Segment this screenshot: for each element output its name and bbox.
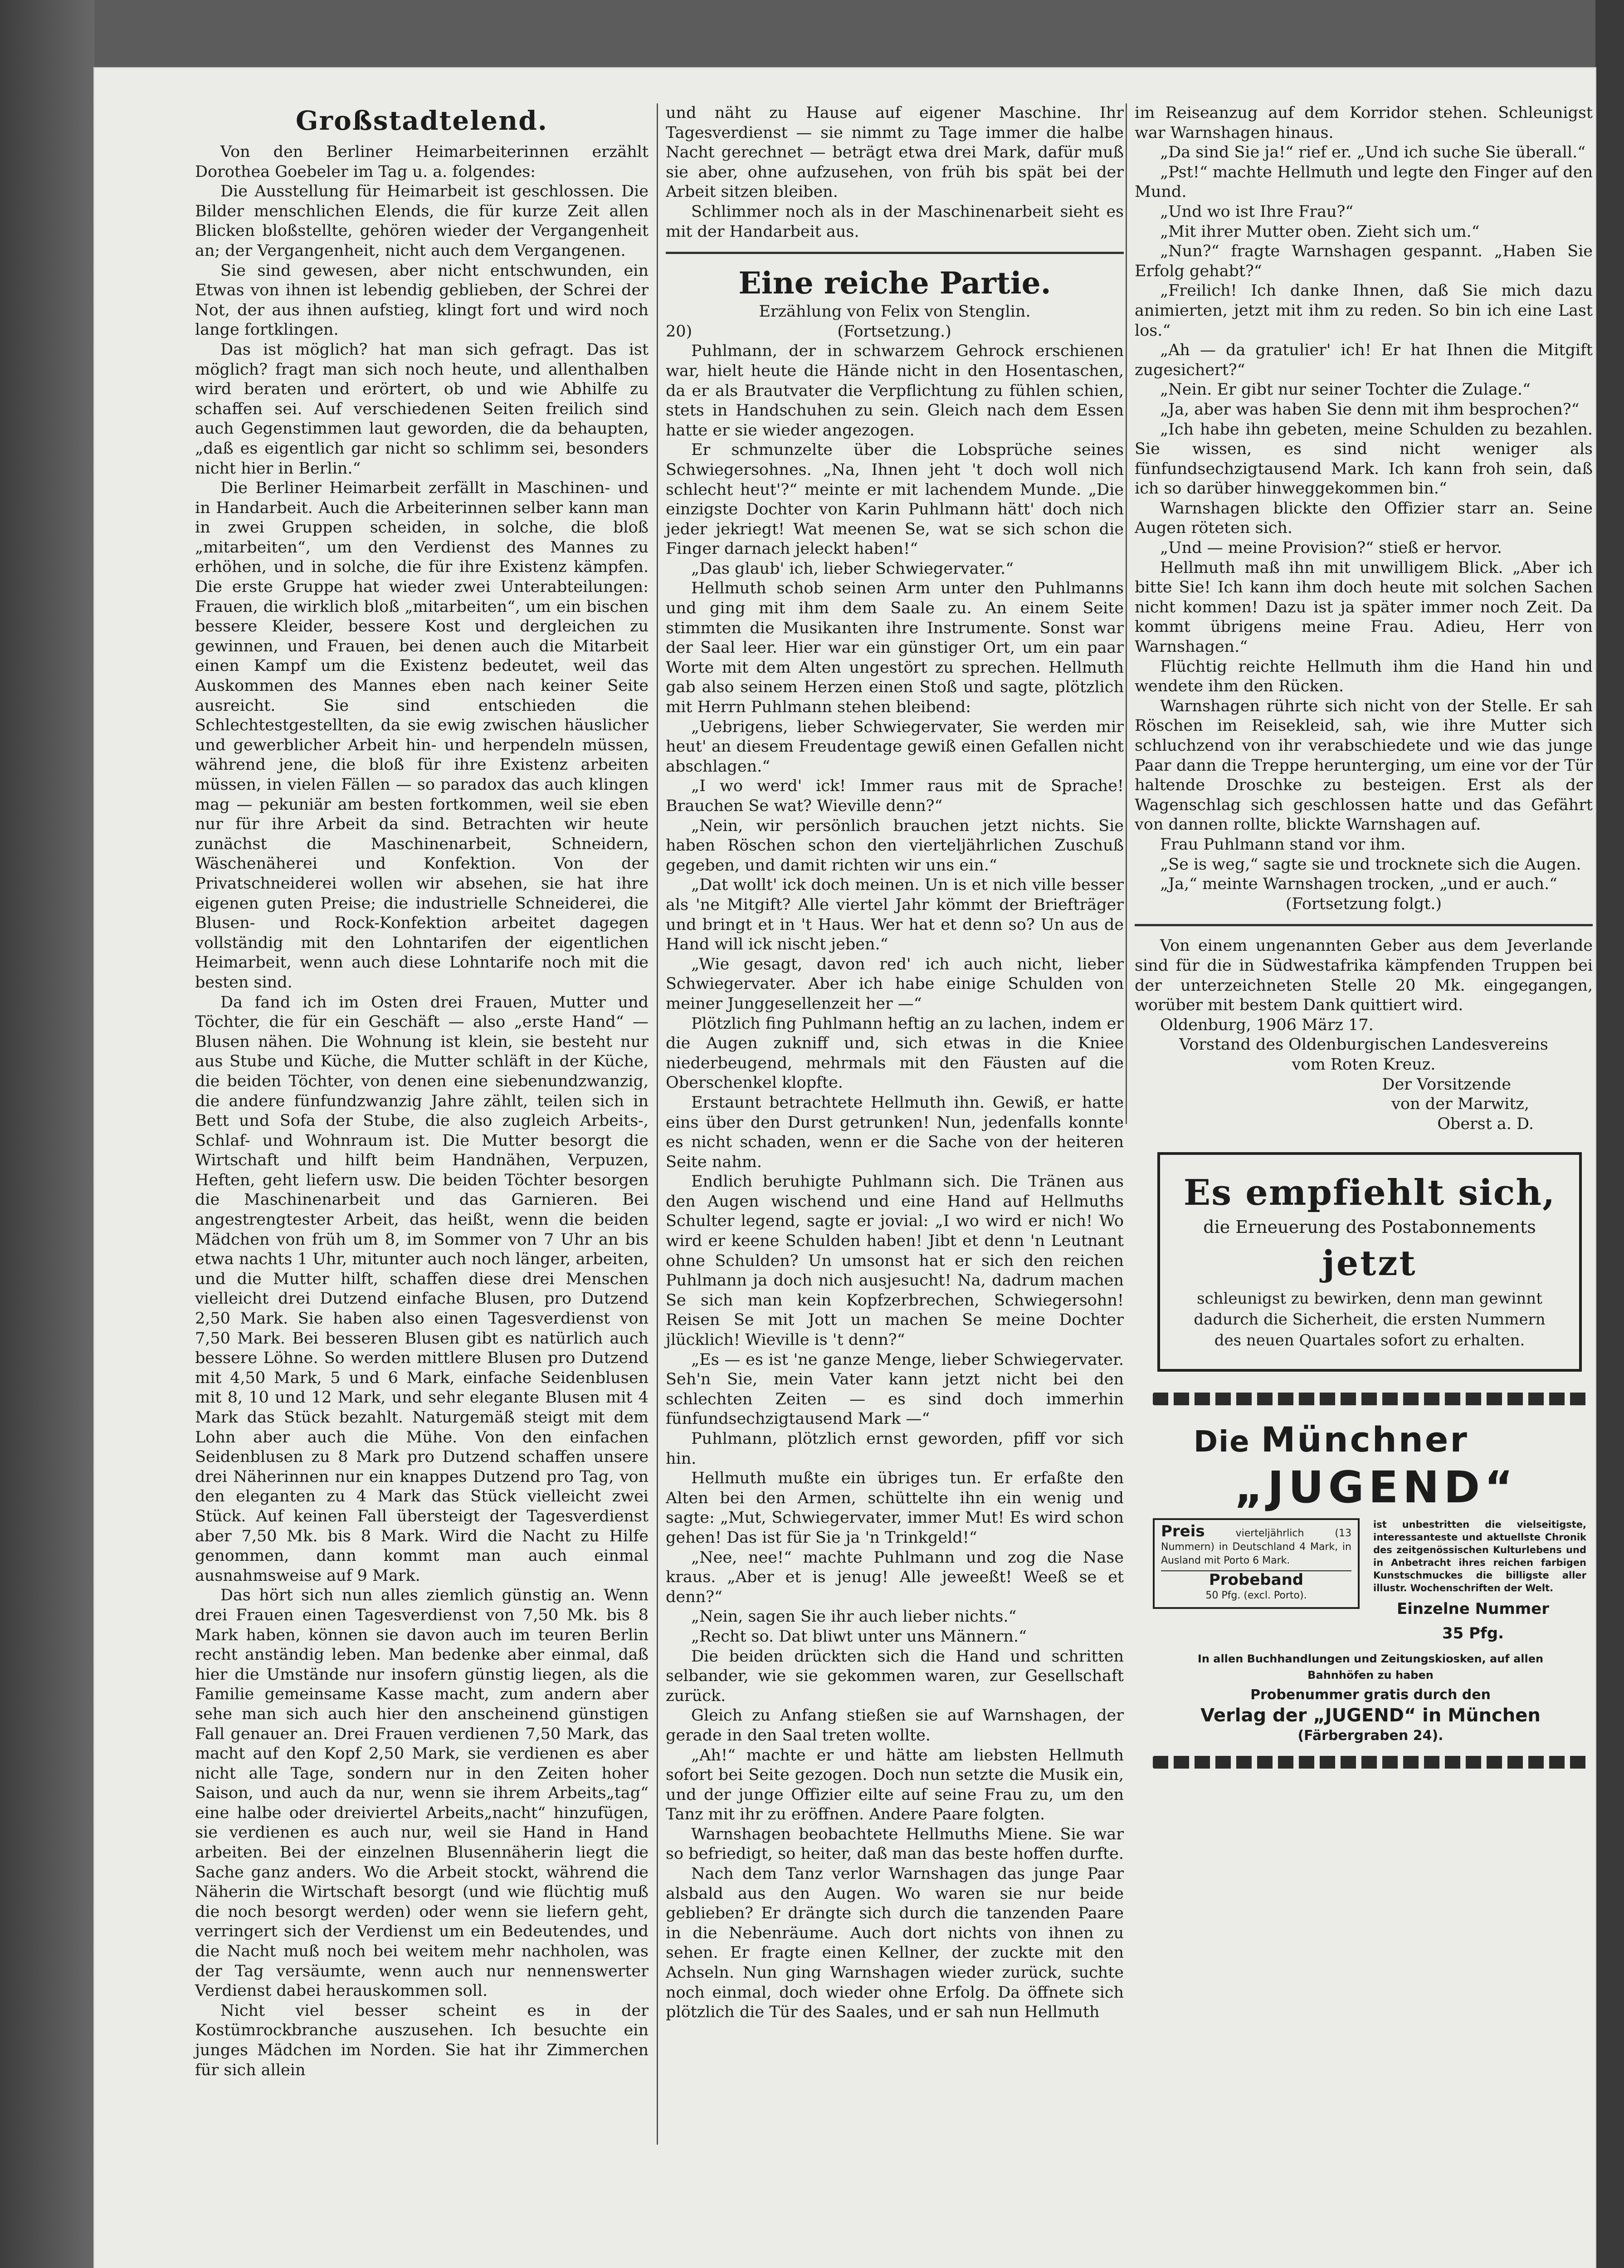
- paragraph: „Ah!“ machte er und hätte am liebsten Hellmuth sofort bei Seite gezogen. Doch nun setzte die Musik ein, und der junge Offizier eilte auf seine Frau zu, um den Tanz mit ihr zu eröffnen. Andere Paare folgten.: [666, 1746, 1124, 1824]
- paragraph: Von den Berliner Heimarbeiterinnen erzählt Dorothea Goebeler im Tag u. a. folgendes:: [195, 143, 649, 181]
- paragraph: Die beiden drückten sich die Hand und schritten selbander, wie sie gekommen waren, zur Gesellschaft zurück.: [666, 1647, 1124, 1705]
- paragraph: Warnshagen beobachtete Hellmuths Miene. Sie war so befriedigt, so heiter, daß man das beste hoffen durfte.: [666, 1825, 1124, 1863]
- sample-copy-line: Probenummer gratis durch den: [1250, 1687, 1491, 1703]
- ornament-border: [1153, 1756, 1588, 1769]
- advert-subscription: [1157, 1152, 1582, 1372]
- paragraph: „Ich habe ihn gebeten, meine Schulden zu bezahlen. Sie wissen, es sind nicht weniger als fünfundsechzigtausend Mark. Ich kann froh sein, daß ich so darüber hinweggekommen bin.“: [1135, 420, 1593, 498]
- paragraph: „Nein, sagen Sie ihr auch lieber nichts.“: [691, 1608, 1017, 1626]
- advert-title-die: Die: [1194, 1425, 1250, 1459]
- paragraph: Er schmunzelte über die Lobsprüche seines Schwiegersohnes. „Na, Ihnen jeht 't doch woll nich schlecht heut'?“ meinte er mit lachendem Munde. „Die einzigste Dochter von Karin Puhlmann hätt' doch nich jeder jekriegt! Wat meenen Se, wat se sich schon die Finger darnach jeleckt haben!“: [666, 441, 1124, 558]
- advert-body: schleunigst zu bewirken, denn man gewinnt dadurch die Sicherheit, die ersten Nummern des neuen Quartales sofort zu erhalten.: [1194, 1290, 1546, 1350]
- paragraph: „Das glaub' ich, lieber Schwiegervater.“: [691, 559, 1014, 578]
- paragraph: „Es — es ist 'ne ganze Menge, lieber Schwiegervater. Seh'n Sie, mein Vater kann jetzt nicht bei den schlechten Zeiten — es sind doch immerhin fünfundsechzigtausend Mark —“: [666, 1350, 1124, 1428]
- paragraph: „Nee, nee!“ machte Puhlmann und zog die Nase kraus. „Aber et is jenug! Alle jeweeßt! Weeß se et denn?“: [666, 1548, 1124, 1606]
- column-2: [666, 103, 1124, 2023]
- advert-title-muenchner: Münchner: [1261, 1419, 1469, 1460]
- paragraph: Frau Puhlmann stand vor ihm.: [1160, 835, 1406, 854]
- probeband-label: Probeband: [1209, 1571, 1304, 1589]
- single-issue-price: 35 Pfg.: [1442, 1624, 1504, 1643]
- paragraph: Nach dem Tanz verlor Warnshagen das junge Paar alsbald aus den Augen. Wo waren sie nur beide geblieben? Er drängte sich durch die tanzenden Paare in die Nebenräume. Auch dort nichts von ihnen zu sehen. Er fragte einen Kellner, der zuckte mit den Achseln. Nun ging Warnshagen wieder zurück, suchte noch einmal, doch wieder ohne Erfolg. Da öffnete sich plötzlich die Tür des Saales, und er sah nun Hellmuth: [666, 1865, 1124, 2022]
- paragraph: „Ja, aber was haben Sie denn mit ihm besprochen?“: [1160, 400, 1580, 419]
- ornament-border: [1153, 1393, 1588, 1405]
- paragraph: „Ja,“ meinte Warnshagen trocken, „und er auch.“: [1160, 875, 1558, 894]
- paragraph: Die Berliner Heimarbeit zerfällt in Maschinen- und in Handarbeit. Auch die Arbeiterinnen selber kann man in zwei Gruppen scheiden, in solche, die bloß „mitarbeiten“, um den Verdienst des Mannes zu erhöhen, und in solche, die für ihre Existenz kämpfen. Die erste Gruppe hat wieder zwei Unterabteilungen: Frauen, die wirklich bloß „mitarbeiten“, um ein bischen bessere Kleider, bessere Kost und dergleichen zu gewinnen, und Frauen, bei denen auch die Mitarbeit einen Kampf um die Existenz bedeutet, weil das Auskommen des Mannes eben nach keiner Seite ausreicht. Sie sind entschieden die Schlechtestgestellten, da sie ewig zwischen häuslicher und gewerblicher Arbeit hin- und herpendeln müssen, während jene, die bloß für ihre Existenz arbeiten müssen, in vielen Fällen — so paradox das auch klingen mag — pekuniär am besten fortkommen, weil sie eben nur für ihre Arbeit da sind. Betrachten wir heute zunächst die Maschinenarbeit, Schneidern, Wäschenäherei und Konfektion. Von der Privatschneiderei wollen wir absehen, sie hat ihre eigenen guten Preise; die industrielle Schneiderei, die Blusen- und Rock-Konfektion arbeitet dagegen vollständig mit den Lohntarifen der eigentlichen Heimarbeit, wenn auch diese Lohntarife noch mit die besten sind.: [195, 479, 649, 992]
- paragraph: und näht zu Hause auf eigener Maschine. Ihr Tagesverdienst — sie nimmt zu Tage immer die halbe Nacht gerechnet — beträgt etwa drei Mark, dafür muß sie aber, ohne aufzusehen, von früh bis spät bei der Arbeit sitzen bleiben.: [666, 104, 1124, 201]
- advert-line: die Erneuerung des Postabonnements: [1203, 1217, 1536, 1237]
- advert-description: ist unbestritten die vielseitigste, interessanteste und aktuellste Chronik des zeitgenössischen Kulturlebens und in Anbetracht ihres reichen farbigen Kunstschmuckes die billigste aller illustr. Wochenschriften der Welt.: [1373, 1519, 1586, 1594]
- paragraph: Nicht viel besser scheint es in der Kostümrockbranche auszusehen. Ich besuchte ein junges Mädchen im Norden. Sie hat ihr Zimmerchen für sich allein: [195, 2001, 649, 2079]
- notice-text: Von einem ungenannten Geber aus dem Jeverlande sind für die in Südwestafrika kämpfenden Truppen bei der unterzeichneten Stelle 20 Mk. eingegangen, worüber mit bestem Dank quittiert wird.: [1135, 937, 1593, 1015]
- publisher-line: Verlag der „JUGEND“ in München: [1200, 1705, 1541, 1726]
- paragraph: Gleich zu Anfang stießen sie auf Warnshagen, der gerade in den Saal treten wollte.: [666, 1706, 1124, 1745]
- paragraph: „Und — meine Provision?“ stieß er hervor.: [1160, 539, 1502, 557]
- notice-name: von der Marwitz,: [1391, 1095, 1529, 1114]
- paragraph: Hellmuth mußte ein übriges tun. Er erfaßte den Alten bei den Armen, schüttelte ihn ein wenig und sagte: „Mut, Schwiegervater, immer Mut! Es wird schon gehen! Das ist für Sie ja 'n Trinkgeld!“: [666, 1469, 1124, 1547]
- paragraph: Puhlmann, plötzlich ernst geworden, pfiff vor sich hin.: [666, 1430, 1124, 1468]
- notice-chair: Der Vorsitzende: [1382, 1075, 1511, 1094]
- advert-title: [1153, 1421, 1588, 1461]
- publisher-address: (Färbergraben 24).: [1297, 1728, 1444, 1744]
- paragraph: Die Ausstellung für Heimarbeit ist geschlossen. Die Bilder menschlichen Elends, die für kurze Zeit allen Blicken bloßstellte, gehören wieder der Vergangenheit an; der Vergangenheit, nicht auch dem Vergangenen.: [195, 182, 649, 260]
- price-label: Preis: [1161, 1522, 1205, 1541]
- paragraph: „Nun?“ fragte Warnshagen gespannt. „Haben Sie Erfolg gehabt?“: [1135, 242, 1593, 280]
- paragraph: „Ah — da gratulier' ich! Er hat Ihnen die Mitgift zugesichert?“: [1135, 341, 1593, 379]
- paragraph: im Reiseanzug auf dem Korridor stehen. Schleunigst war Warnshagen hinaus.: [1135, 104, 1593, 142]
- scan-left-edge: [0, 0, 94, 2268]
- column-3: [1135, 103, 1593, 1773]
- paragraph: „Wie gesagt, davon red' ich auch nicht, lieber Schwiegervater. Aber ich habe einige Schulden von meiner Junggesellenzeit her —“: [666, 955, 1124, 1013]
- price-text: vierteljährlich (13 Nummern) in Deutschland 4 Mark, in Ausland mit Porto 6 Mark.: [1161, 1528, 1352, 1567]
- notice-dateline: Oldenburg, 1906 März 17.: [1160, 1016, 1374, 1034]
- paragraph: Plötzlich fing Puhlmann heftig an zu lachen, indem er die Augen zukniff und, sich etwas in die Kniee niederbeugend, mehrmals mit den Fäusten auf die Oberschenkel klopfte.: [666, 1014, 1124, 1092]
- column-1: [195, 103, 649, 2080]
- serial-number: 20): [666, 322, 693, 341]
- paragraph: Erstaunt betrachtete Hellmuth ihn. Gewiß, er hatte eins über den Durst getrunken! Nun, jedenfalls konnte es nicht schaden, wenn er die Sache von der heiteren Seite nahm.: [666, 1093, 1124, 1171]
- paragraph: „Pst!“ machte Hellmuth und legte den Finger auf den Mund.: [1135, 163, 1593, 201]
- paragraph: „Recht so. Dat bliwt unter uns Männern.“: [691, 1627, 1027, 1646]
- paragraph: Endlich beruhigte Puhlmann sich. Die Tränen aus den Augen wischend und eine Hand auf Hellmuths Schulter legend, sagte er jovial: „I wo wird er nich! Wo wird er keene Schulden haben! Jibt et denn 'n Leutnant ohne Schulden? Un umsonst hat er sich den reichen Puhlmann ja doch nich ausjesucht! Na, dadrum machen Se sich man kein Kopfzerbrechen, Schwiegersohn! Reisen Se mit Jott un machen Se meine Dochter jlücklich! Wieville is 't denn?“: [666, 1173, 1124, 1349]
- paragraph: Schlimmer noch als in der Maschinenarbeit sieht es mit der Handarbeit aus.: [666, 202, 1124, 241]
- serial-title: Eine reiche Partie.: [738, 265, 1051, 301]
- serial-continuation: (Fortsetzung.): [837, 322, 951, 341]
- paragraph: „Und wo ist Ihre Frau?“: [1160, 202, 1354, 221]
- paragraph: „Freilich! Ich danke Ihnen, daß Sie mich dazu animierten, jetzt mit ihm zu reden. So bin ich eine Last los.“: [1135, 282, 1593, 340]
- paragraph: „Nein. Er gibt nur seiner Tochter die Zulage.“: [1160, 381, 1531, 399]
- price-box: [1153, 1518, 1360, 1609]
- single-issue-label: Einzelne Nummer: [1396, 1600, 1550, 1618]
- paragraph: Sie sind gewesen, aber nicht entschwunden, ein Etwas von ihnen ist lebendig geblieben, der Schrei der Not, der aus ihnen aufstieg, klingt fort und wird noch lange fortklingen.: [195, 261, 649, 339]
- advert-headline: Es empfiehlt sich,: [1183, 1172, 1556, 1214]
- advert-title-jugend: „JUGEND“: [1234, 1462, 1518, 1513]
- notice-rank: Oberst a. D.: [1437, 1114, 1534, 1133]
- column-divider-2: [1126, 103, 1127, 1124]
- paragraph: „I wo werd' ick! Immer raus mit de Sprache! Brauchen Se wat? Wieville denn?“: [666, 777, 1124, 815]
- article-heading: Großstadtelend.: [296, 105, 548, 136]
- advert-jugend: [1153, 1393, 1588, 1769]
- serial-subtitle: Erzählung von Felix von Stenglin.: [759, 303, 1031, 321]
- paragraph: „Nein, wir persönlich brauchen jetzt nichts. Sie haben Röschen schon den vierteljährlichen Zuschuß gegeben, und damit richten wir uns ein.“: [666, 816, 1124, 875]
- paragraph: Das ist möglich? hat man sich gefragt. Das ist möglich? fragt man sich noch heute, und allenthalben wird beraten und erörtert, ob und wie Abhilfe zu schaffen sei. Auf verschiedenen Seiten freilich sind auch Gegenstimmen laut geworden, die da behaupten, „daß es eigentlich gar nicht so schlimm sei, besonders nicht hier in Berlin.“: [195, 340, 649, 478]
- serial-end: (Fortsetzung folgt.): [1285, 894, 1442, 913]
- scan-right-edge: [1595, 0, 1624, 2268]
- column-divider-1: [657, 103, 658, 2145]
- section-divider: [666, 252, 1124, 254]
- paragraph: Das hört sich nun alles ziemlich günstig an. Wenn drei Frauen einen Tagesverdienst von 7,50 Mk. bis 8 Mark haben, können sie davon auch im teuren Berlin recht anständig leben. Man bedenke aber einmal, daß hier die Umstände nur insofern günstig liegen, als die Familie gemeinsame Kasse macht, zum andern aber sehe man sich auch hier den anscheinend günstigen Fall genauer an. Drei Frauen verdienen 7,50 Mark, das macht auf den Kopf 2,50 Mark, sie verdienen es aber nicht alle Tage, sondern nur in den Zeiten hoher Saison, und auch da nur, wenn sie ihrem Arbeits„tag“ eine halbe oder dreiviertel Arbeits„nacht“ hinzufügen, sie verdienen es auch nur, weil sie Hand in Hand arbeiten. Bei der einzelnen Blusennäherin liegt die Sache ganz anders. Wo die Arbeit stockt, während die Näherin die Wirtschaft besorgt (und wie flüchtig muß die noch besorgt werden) oder wenn sie liefern geht, verringert sich der Verdienst um ein Bedeutendes, und die Nacht muß noch bei weitem mehr nachholen, was der Tag versäumte, wenn auch nur nennenswerter Verdienst dabei herauskommen soll.: [195, 1586, 649, 2000]
- paragraph: „Uebrigens, lieber Schwiegervater, Sie werden mir heut' an diesem Freudentage gewiß einen Gefallen nicht abschlagen.“: [666, 718, 1124, 776]
- paragraph: Warnshagen blickte den Offizier starr an. Seine Augen röteten sich.: [1135, 499, 1593, 538]
- paragraph: Hellmuth schob seinen Arm unter den Puhlmanns und ging mit ihm dem Saale zu. An einem Seite stimmten die Musikanten ihre Instrumente. Sonst war der Saal leer. Hier war ein günstiger Ort, um ein paar Worte mit dem Alten ungestört zu sprechen. Hellmuth gab also seinem Herzen einen Stoß und sagte, plötzlich mit Herrn Puhlmann stehen bleibend:: [666, 579, 1124, 717]
- paragraph: Puhlmann, der in schwarzem Gehrock erschienen war, hielt heute die Hände nicht in den Hosentaschen, da er als Brautvater die Verpflichtung zu fühlen schien, stets in Handschuhen zu sein. Gleich nach dem Essen hatte er sie wieder angezogen.: [666, 342, 1124, 440]
- availability-line-1: In allen Buchhandlungen und Zeitungskiosken, auf allen: [1197, 1652, 1544, 1666]
- advert-jetzt: jetzt: [1322, 1243, 1417, 1284]
- paragraph: „Se is weg,“ sagte sie und trocknete sich die Augen.: [1160, 855, 1581, 874]
- paragraph: „Mit ihrer Mutter oben. Zieht sich um.“: [1160, 222, 1480, 241]
- availability-line-2: Bahnhöfen zu haben: [1307, 1669, 1434, 1682]
- paragraph: Hellmuth maß ihn mit unwilligem Blick. „Aber ich bitte Sie! Ich kann ihm doch heute mit solchen Sachen nicht kommen! Dazu ist ja später immer noch Zeit. Da kommt übrigens meine Frau. Adieu, Herr von Warnshagen.“: [1135, 558, 1593, 656]
- notice-board: Vorstand des Oldenburgischen Landesvereins: [1179, 1036, 1548, 1054]
- paragraph: Da fand ich im Osten drei Frauen, Mutter und Töchter, die für ein Geschäft — also „erste Hand“ — Blusen nähen. Die Wohnung ist klein, sie besteht nur aus Stube und Küche, die Mutter schläft in der Küche, die beiden Töchter, von denen eine siebenundzwanzig, die andere fünfundzwanzig Jahre zählt, teilen sich in Bett und Sofa der Stube, die also zugleich Arbeits-, Schlaf- und Wohnraum ist. Die Mutter besorgt die Wirtschaft und hilft beim Handnähen, Verpuzen, Heften, geht liefern usw. Die beiden Töchter besorgen die Maschinenarbeit und das Garnieren. Bei angestrengtester Arbeit, das heißt, wenn die beiden Mädchen von früh um 8, im Sommer von 7 Uhr an bis etwa nachts 1 Uhr, mitunter auch noch länger, arbeiten, und die Mutter hilft, schaffen diese drei Menschen vielleicht drei Dutzend einfache Blusen, pro Dutzend 2,50 Mark. Sie haben also einen Tagesverdienst von 7,50 Mark. Bei besseren Blusen gibt es natürlich auch bessere Löhne. So werden mittlere Blusen pro Dutzend mit 4,50 Mark, 5 und 6 Mark, einfache Seidenblusen mit 8, 10 und 12 Mark, und sehr elegante Blusen mit 4 Mark das Stück bezahlt. Naturgemäß steigt mit dem Lohn aber auch die Mühe. Von den einfachen Seidenblusen zu 8 Mark pro Dutzend schaffen unsere drei Näherinnen nur ein knappes Dutzend pro Tag, von den eleganten zu 4 Mark das Stück vielleicht zwei Stück. Auf keinen Fall übersteigt der Tagesverdienst aber 7,50 Mk. bis 8 Mark. Wird die Nacht zu Hilfe genommen, dann kommt man auch einmal ausnahmsweise auf 9 Mark.: [195, 993, 649, 1585]
- section-divider: [1135, 924, 1593, 926]
- probeband-price: 50 Pfg. (excl. Porto).: [1205, 1590, 1307, 1602]
- paragraph: „Da sind Sie ja!“ rief er. „Und ich suche Sie überall.“: [1160, 143, 1586, 162]
- paragraph: „Dat wollt' ick doch meinen. Un is et nich ville besser als 'ne Mitgift? Alle viertel Jahr kömmt der Briefträger und bringt et in 't Haus. Wer hat et denn so? Un aus de Hand will ick nischt jeben.“: [666, 876, 1124, 954]
- notice-board-2: vom Roten Kreuz.: [1292, 1055, 1436, 1074]
- paragraph: Warnshagen rührte sich nicht von der Stelle. Er sah Röschen im Reisekleid, sah, wie ihre Mutter sich schluchzend von ihr verabschiedete und wie das junge Paar dann die Treppe herunterging, um eine vor der Tür haltende Droschke zu besteigen. Erst als der Wagenschlag sich geschlossen hatte und das Gefährt von dannen rollte, blickte Warnshagen auf.: [1135, 697, 1593, 834]
- paragraph: Flüchtig reichte Hellmuth ihm die Hand hin und wendete ihm den Rücken.: [1135, 657, 1593, 696]
